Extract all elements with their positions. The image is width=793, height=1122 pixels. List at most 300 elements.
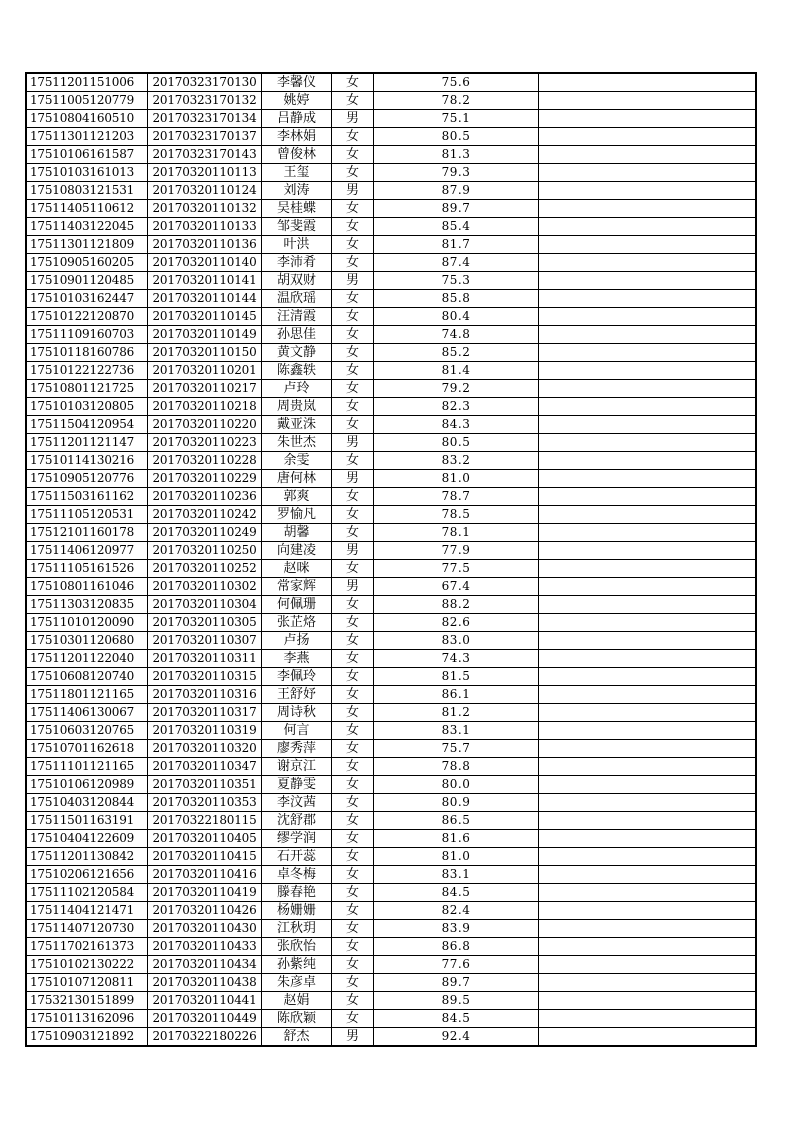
cell-name: 胡馨	[262, 524, 332, 542]
cell-name: 郭爽	[262, 488, 332, 506]
table-row	[26, 668, 756, 686]
table-row	[26, 596, 756, 614]
cell-exam-number: 20170320110426	[148, 902, 262, 920]
cell-score: 75.1	[374, 110, 539, 128]
cell-exam-number: 20170323170137	[148, 128, 262, 146]
cell-candidate-id: 17511201130842	[26, 848, 148, 866]
cell-name: 张芷烙	[262, 614, 332, 632]
cell-candidate-id: 17511201151006	[26, 73, 148, 92]
cell-exam-number: 20170320110252	[148, 560, 262, 578]
cell-gender: 女	[332, 848, 374, 866]
cell-exam-number: 20170322180115	[148, 812, 262, 830]
cell-exam-number: 20170320110305	[148, 614, 262, 632]
cell-name: 赵娟	[262, 992, 332, 1010]
cell-name: 何佩珊	[262, 596, 332, 614]
cell-gender: 女	[332, 830, 374, 848]
table-row	[26, 848, 756, 866]
cell-score: 87.9	[374, 182, 539, 200]
cell-candidate-id: 17510801121725	[26, 380, 148, 398]
cell-exam-number: 20170320110113	[148, 164, 262, 182]
cell-candidate-id: 17532130151899	[26, 992, 148, 1010]
cell-candidate-id: 17511301121809	[26, 236, 148, 254]
cell-exam-number: 20170320110304	[148, 596, 262, 614]
cell-score: 89.5	[374, 992, 539, 1010]
cell-remark	[539, 1028, 757, 1047]
cell-gender: 女	[332, 686, 374, 704]
cell-score: 89.7	[374, 974, 539, 992]
cell-gender: 女	[332, 200, 374, 218]
cell-gender: 女	[332, 254, 374, 272]
cell-candidate-id: 17510905160205	[26, 254, 148, 272]
cell-exam-number: 20170320110441	[148, 992, 262, 1010]
table-row	[26, 524, 756, 542]
cell-gender: 女	[332, 92, 374, 110]
cell-candidate-id: 17510804160510	[26, 110, 148, 128]
cell-remark	[539, 524, 757, 542]
cell-name: 滕春艳	[262, 884, 332, 902]
cell-remark	[539, 1010, 757, 1028]
cell-candidate-id: 17511801121165	[26, 686, 148, 704]
cell-score: 86.5	[374, 812, 539, 830]
cell-remark	[539, 668, 757, 686]
cell-candidate-id: 17511501163191	[26, 812, 148, 830]
table-row	[26, 470, 756, 488]
cell-score: 86.1	[374, 686, 539, 704]
cell-remark	[539, 794, 757, 812]
cell-candidate-id: 17511504120954	[26, 416, 148, 434]
cell-name: 李汶茜	[262, 794, 332, 812]
cell-candidate-id: 17510106161587	[26, 146, 148, 164]
cell-remark	[539, 686, 757, 704]
table-row	[26, 866, 756, 884]
cell-remark	[539, 416, 757, 434]
cell-remark	[539, 470, 757, 488]
table-row	[26, 362, 756, 380]
cell-name: 吕静成	[262, 110, 332, 128]
cell-exam-number: 20170320110220	[148, 416, 262, 434]
cell-exam-number: 20170320110140	[148, 254, 262, 272]
cell-candidate-id: 17510103161013	[26, 164, 148, 182]
cell-name: 姚婷	[262, 92, 332, 110]
cell-name: 廖秀萍	[262, 740, 332, 758]
cell-candidate-id: 17510107120811	[26, 974, 148, 992]
table-row	[26, 884, 756, 902]
table-row	[26, 1028, 756, 1047]
cell-score: 81.0	[374, 470, 539, 488]
cell-exam-number: 20170320110150	[148, 344, 262, 362]
cell-gender: 女	[332, 236, 374, 254]
cell-score: 81.7	[374, 236, 539, 254]
cell-exam-number: 20170320110201	[148, 362, 262, 380]
cell-exam-number: 20170320110315	[148, 668, 262, 686]
table-row	[26, 722, 756, 740]
cell-remark	[539, 73, 757, 92]
cell-exam-number: 20170320110149	[148, 326, 262, 344]
cell-remark	[539, 578, 757, 596]
cell-exam-number: 20170320110141	[148, 272, 262, 290]
cell-candidate-id: 17511109160703	[26, 326, 148, 344]
cell-exam-number: 20170320110319	[148, 722, 262, 740]
cell-name: 李燕	[262, 650, 332, 668]
cell-remark	[539, 938, 757, 956]
cell-exam-number: 20170320110405	[148, 830, 262, 848]
cell-score: 75.7	[374, 740, 539, 758]
cell-exam-number: 20170320110223	[148, 434, 262, 452]
cell-candidate-id: 17510901120485	[26, 272, 148, 290]
table-row	[26, 920, 756, 938]
table-row	[26, 542, 756, 560]
cell-exam-number: 20170320110250	[148, 542, 262, 560]
table-row	[26, 578, 756, 596]
cell-candidate-id: 17510103162447	[26, 290, 148, 308]
cell-name: 陈鑫轶	[262, 362, 332, 380]
cell-score: 84.5	[374, 884, 539, 902]
cell-score: 81.6	[374, 830, 539, 848]
cell-score: 84.5	[374, 1010, 539, 1028]
cell-name: 李佩玲	[262, 668, 332, 686]
cell-name: 杨姗姗	[262, 902, 332, 920]
cell-candidate-id: 17511010120090	[26, 614, 148, 632]
cell-gender: 女	[332, 812, 374, 830]
table-row	[26, 434, 756, 452]
cell-score: 92.4	[374, 1028, 539, 1047]
cell-score: 81.5	[374, 668, 539, 686]
cell-remark	[539, 308, 757, 326]
cell-exam-number: 20170320110419	[148, 884, 262, 902]
cell-gender: 男	[332, 1028, 374, 1047]
cell-candidate-id: 17511406130067	[26, 704, 148, 722]
cell-score: 80.0	[374, 776, 539, 794]
cell-score: 78.7	[374, 488, 539, 506]
cell-candidate-id: 17511102120584	[26, 884, 148, 902]
cell-score: 67.4	[374, 578, 539, 596]
cell-gender: 男	[332, 578, 374, 596]
cell-candidate-id: 17510206121656	[26, 866, 148, 884]
cell-score: 82.4	[374, 902, 539, 920]
cell-gender: 女	[332, 290, 374, 308]
cell-name: 周诗秋	[262, 704, 332, 722]
cell-remark	[539, 758, 757, 776]
cell-gender: 女	[332, 398, 374, 416]
cell-score: 86.8	[374, 938, 539, 956]
cell-name: 舒杰	[262, 1028, 332, 1047]
cell-remark	[539, 722, 757, 740]
cell-remark	[539, 884, 757, 902]
cell-score: 83.0	[374, 632, 539, 650]
table-row	[26, 380, 756, 398]
cell-gender: 女	[332, 488, 374, 506]
cell-remark	[539, 848, 757, 866]
cell-exam-number: 20170320110311	[148, 650, 262, 668]
table-row	[26, 308, 756, 326]
cell-remark	[539, 236, 757, 254]
table-row	[26, 110, 756, 128]
cell-exam-number: 20170320110416	[148, 866, 262, 884]
cell-candidate-id: 17510803121531	[26, 182, 148, 200]
table-row	[26, 614, 756, 632]
cell-remark	[539, 92, 757, 110]
score-table	[25, 72, 757, 1047]
cell-gender: 女	[332, 776, 374, 794]
table-row	[26, 254, 756, 272]
cell-gender: 女	[332, 326, 374, 344]
cell-name: 江秋玥	[262, 920, 332, 938]
cell-name: 卓冬梅	[262, 866, 332, 884]
cell-name: 刘涛	[262, 182, 332, 200]
cell-name: 胡双财	[262, 272, 332, 290]
cell-name: 张欣怡	[262, 938, 332, 956]
cell-remark	[539, 902, 757, 920]
cell-remark	[539, 542, 757, 560]
cell-candidate-id: 17510106120989	[26, 776, 148, 794]
cell-name: 石开蕊	[262, 848, 332, 866]
cell-remark	[539, 740, 757, 758]
cell-gender: 女	[332, 128, 374, 146]
cell-remark	[539, 128, 757, 146]
cell-gender: 女	[332, 704, 374, 722]
cell-remark	[539, 614, 757, 632]
cell-remark	[539, 200, 757, 218]
cell-remark	[539, 974, 757, 992]
cell-remark	[539, 362, 757, 380]
cell-candidate-id: 17510122122736	[26, 362, 148, 380]
cell-name: 夏静雯	[262, 776, 332, 794]
cell-candidate-id: 17510113162096	[26, 1010, 148, 1028]
cell-name: 何言	[262, 722, 332, 740]
cell-score: 79.3	[374, 164, 539, 182]
cell-gender: 男	[332, 110, 374, 128]
cell-gender: 女	[332, 956, 374, 974]
cell-candidate-id: 17510122120870	[26, 308, 148, 326]
cell-name: 李林娟	[262, 128, 332, 146]
cell-gender: 女	[332, 920, 374, 938]
table-row	[26, 164, 756, 182]
cell-remark	[539, 776, 757, 794]
cell-score: 78.1	[374, 524, 539, 542]
cell-gender: 男	[332, 542, 374, 560]
cell-exam-number: 20170320110218	[148, 398, 262, 416]
cell-gender: 女	[332, 344, 374, 362]
cell-exam-number: 20170320110320	[148, 740, 262, 758]
cell-exam-number: 20170320110217	[148, 380, 262, 398]
cell-score: 83.9	[374, 920, 539, 938]
cell-name: 周贵岚	[262, 398, 332, 416]
cell-name: 孙紫纯	[262, 956, 332, 974]
cell-gender: 女	[332, 650, 374, 668]
cell-remark	[539, 650, 757, 668]
table-row	[26, 650, 756, 668]
cell-exam-number: 20170320110228	[148, 452, 262, 470]
cell-name: 缪学润	[262, 830, 332, 848]
cell-gender: 女	[332, 308, 374, 326]
cell-score: 83.1	[374, 866, 539, 884]
cell-exam-number: 20170320110430	[148, 920, 262, 938]
table-row	[26, 344, 756, 362]
cell-remark	[539, 290, 757, 308]
cell-name: 汪清霞	[262, 308, 332, 326]
cell-candidate-id: 17511301121203	[26, 128, 148, 146]
cell-score: 82.6	[374, 614, 539, 632]
cell-name: 向建凌	[262, 542, 332, 560]
cell-name: 罗愉凡	[262, 506, 332, 524]
cell-name: 朱世杰	[262, 434, 332, 452]
cell-remark	[539, 380, 757, 398]
cell-name: 沈舒郡	[262, 812, 332, 830]
cell-gender: 女	[332, 992, 374, 1010]
cell-gender: 女	[332, 938, 374, 956]
table-row	[26, 830, 756, 848]
cell-exam-number: 20170320110415	[148, 848, 262, 866]
cell-score: 83.1	[374, 722, 539, 740]
cell-name: 陈欣颖	[262, 1010, 332, 1028]
cell-exam-number: 20170320110144	[148, 290, 262, 308]
cell-remark	[539, 506, 757, 524]
cell-candidate-id: 17511005120779	[26, 92, 148, 110]
cell-gender: 女	[332, 974, 374, 992]
table-row	[26, 398, 756, 416]
cell-remark	[539, 632, 757, 650]
cell-remark	[539, 434, 757, 452]
cell-score: 78.8	[374, 758, 539, 776]
cell-remark	[539, 560, 757, 578]
cell-exam-number: 20170320110316	[148, 686, 262, 704]
table-row	[26, 632, 756, 650]
cell-remark	[539, 254, 757, 272]
cell-exam-number: 20170323170132	[148, 92, 262, 110]
table-row	[26, 73, 756, 92]
cell-name: 温欣瑶	[262, 290, 332, 308]
table-row	[26, 182, 756, 200]
cell-remark	[539, 452, 757, 470]
cell-score: 85.8	[374, 290, 539, 308]
cell-gender: 女	[332, 218, 374, 236]
cell-candidate-id: 17511303120835	[26, 596, 148, 614]
cell-remark	[539, 992, 757, 1010]
cell-name: 王玺	[262, 164, 332, 182]
cell-gender: 男	[332, 182, 374, 200]
cell-remark	[539, 398, 757, 416]
cell-score: 78.2	[374, 92, 539, 110]
table-row	[26, 902, 756, 920]
cell-score: 85.4	[374, 218, 539, 236]
cell-gender: 女	[332, 452, 374, 470]
table-row	[26, 146, 756, 164]
cell-remark	[539, 218, 757, 236]
table-row	[26, 992, 756, 1010]
cell-score: 80.5	[374, 128, 539, 146]
cell-exam-number: 20170323170130	[148, 73, 262, 92]
cell-exam-number: 20170320110132	[148, 200, 262, 218]
cell-gender: 女	[332, 73, 374, 92]
cell-candidate-id: 17510905120776	[26, 470, 148, 488]
cell-candidate-id: 17511105120531	[26, 506, 148, 524]
cell-score: 77.5	[374, 560, 539, 578]
cell-exam-number: 20170320110133	[148, 218, 262, 236]
cell-remark	[539, 956, 757, 974]
table-row	[26, 776, 756, 794]
cell-name: 王舒妤	[262, 686, 332, 704]
cell-name: 叶洪	[262, 236, 332, 254]
cell-name: 常家辉	[262, 578, 332, 596]
cell-name: 曾俊林	[262, 146, 332, 164]
cell-score: 83.2	[374, 452, 539, 470]
cell-candidate-id: 17510608120740	[26, 668, 148, 686]
cell-gender: 女	[332, 758, 374, 776]
table-row	[26, 956, 756, 974]
cell-exam-number: 20170320110317	[148, 704, 262, 722]
score-table-body	[26, 73, 756, 1046]
cell-score: 75.3	[374, 272, 539, 290]
cell-score: 84.3	[374, 416, 539, 434]
cell-score: 81.0	[374, 848, 539, 866]
cell-exam-number: 20170320110347	[148, 758, 262, 776]
cell-exam-number: 20170320110353	[148, 794, 262, 812]
cell-remark	[539, 164, 757, 182]
cell-name: 卢玲	[262, 380, 332, 398]
cell-gender: 男	[332, 434, 374, 452]
cell-score: 80.5	[374, 434, 539, 452]
cell-score: 89.7	[374, 200, 539, 218]
cell-exam-number: 20170320110145	[148, 308, 262, 326]
table-row	[26, 704, 756, 722]
cell-candidate-id: 17510114130216	[26, 452, 148, 470]
table-row	[26, 1010, 756, 1028]
cell-candidate-id: 17510103120805	[26, 398, 148, 416]
cell-score: 87.4	[374, 254, 539, 272]
cell-score: 77.6	[374, 956, 539, 974]
cell-name: 唐何林	[262, 470, 332, 488]
table-row	[26, 236, 756, 254]
cell-name: 朱彦卓	[262, 974, 332, 992]
cell-exam-number: 20170320110236	[148, 488, 262, 506]
cell-score: 82.3	[374, 398, 539, 416]
cell-remark	[539, 488, 757, 506]
table-row	[26, 92, 756, 110]
table-row	[26, 218, 756, 236]
table-row	[26, 812, 756, 830]
cell-gender: 女	[332, 794, 374, 812]
cell-name: 邹斐霞	[262, 218, 332, 236]
cell-gender: 女	[332, 416, 374, 434]
cell-candidate-id: 17511404121471	[26, 902, 148, 920]
cell-score: 74.3	[374, 650, 539, 668]
cell-remark	[539, 704, 757, 722]
cell-exam-number: 20170320110351	[148, 776, 262, 794]
cell-score: 75.6	[374, 73, 539, 92]
cell-candidate-id: 17512101160178	[26, 524, 148, 542]
cell-name: 黄文静	[262, 344, 332, 362]
cell-exam-number: 20170323170143	[148, 146, 262, 164]
cell-exam-number: 20170320110438	[148, 974, 262, 992]
cell-remark	[539, 830, 757, 848]
table-row	[26, 128, 756, 146]
cell-gender: 女	[332, 866, 374, 884]
cell-exam-number: 20170320110302	[148, 578, 262, 596]
cell-remark	[539, 344, 757, 362]
cell-exam-number: 20170320110434	[148, 956, 262, 974]
table-row	[26, 272, 756, 290]
cell-candidate-id: 17511201121147	[26, 434, 148, 452]
table-row	[26, 938, 756, 956]
table-row	[26, 794, 756, 812]
table-row	[26, 974, 756, 992]
table-row	[26, 740, 756, 758]
cell-remark	[539, 866, 757, 884]
table-row	[26, 326, 756, 344]
cell-exam-number: 20170320110249	[148, 524, 262, 542]
cell-remark	[539, 146, 757, 164]
cell-exam-number: 20170320110136	[148, 236, 262, 254]
